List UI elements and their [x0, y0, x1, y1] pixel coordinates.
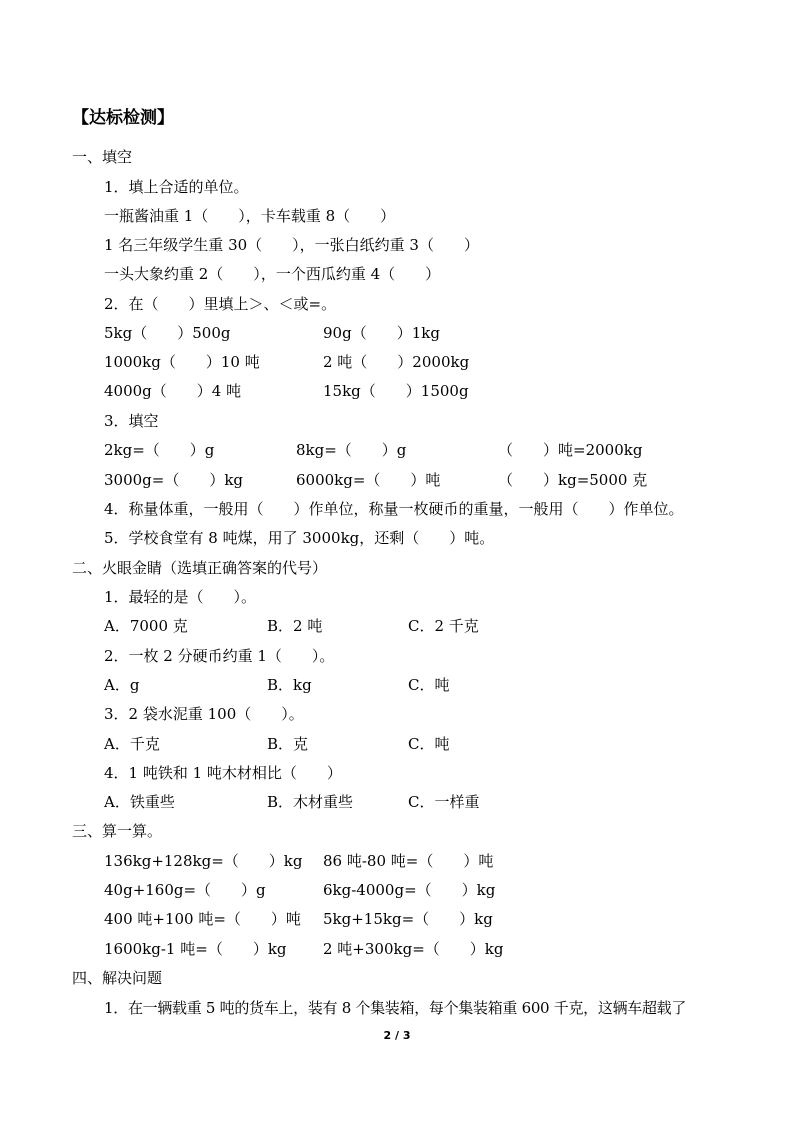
question-text: 一头大象约重 2（ ），一个西瓜约重 4（ ）	[104, 265, 441, 283]
conversion-item: （ ）吨=2000kg	[498, 441, 643, 459]
question-text: 一瓶酱油重 1（ ），卡车载重 8（ ）	[104, 207, 396, 225]
question-text: 1 名三年级学生重 30（ ），一张白纸约重 3（ ）	[104, 236, 479, 254]
conversion-item: （ ）kg=5000 克	[498, 471, 648, 489]
calc-item: 40g+160g=（ ）g	[104, 881, 266, 899]
section-heading: 一、填空	[72, 148, 133, 166]
choice-option: B．木材重些	[267, 793, 354, 811]
question-text: 4．1 吨铁和 1 吨木材相比（ ）	[104, 764, 342, 782]
conversion-item: 3000g=（ ）kg	[104, 471, 244, 489]
calc-item: 5kg+15kg=（ ）kg	[323, 910, 493, 928]
question-text: 4．称量体重，一般用（ ）作单位，称量一枚硬币的重量，一般用（ ）作单位。	[104, 500, 684, 518]
question-text: 3．2 袋水泥重 100（ ）。	[104, 705, 304, 723]
comparison-item: 1000kg（ ）10 吨	[104, 353, 260, 371]
choice-option: C．吨	[408, 735, 450, 753]
choice-option: C．吨	[408, 676, 450, 694]
question-text: 3．填空	[104, 412, 159, 430]
choice-option: B．克	[267, 735, 309, 753]
page-title: 【达标检测】	[72, 108, 174, 128]
calc-item: 400 吨+100 吨=（ ）吨	[104, 910, 301, 928]
question-text: 2．在（ ）里填上＞、＜或=。	[104, 295, 337, 313]
question-text: 5．学校食堂有 8 吨煤，用了 3000kg，还剩（ ）吨。	[104, 529, 495, 547]
question-text: 1．填上合适的单位。	[104, 178, 249, 196]
choice-option: B．2 吨	[267, 617, 323, 635]
page-number: 2 / 3	[383, 1029, 411, 1042]
question-text: 1．最轻的是（ ）。	[104, 588, 257, 606]
choice-option: C．2 千克	[408, 617, 479, 635]
question-text: 1．在一辆载重 5 吨的货车上，装有 8 个集装箱，每个集装箱重 600 千克，这辆车超载了	[104, 999, 687, 1017]
calc-item: 6kg-4000g=（ ）kg	[323, 881, 496, 899]
calc-item: 1600kg-1 吨=（ ）kg	[104, 940, 287, 958]
section-heading: 二、火眼金睛（选填正确答案的代号）	[72, 559, 328, 577]
conversion-item: 2kg=（ ）g	[104, 441, 215, 459]
choice-option: A．铁重些	[104, 793, 175, 811]
question-text: 2．一枚 2 分硬币约重 1（ ）。	[104, 647, 335, 665]
comparison-item: 5kg（ ）500g	[104, 324, 231, 342]
choice-option: C．一样重	[408, 793, 480, 811]
comparison-item: 90g（ ）1kg	[323, 324, 440, 342]
choice-option: A．g	[104, 676, 140, 694]
calc-item: 136kg+128kg=（ ）kg	[104, 852, 303, 870]
comparison-item: 2 吨（ ）2000kg	[323, 353, 470, 371]
choice-option: A．千克	[104, 735, 160, 753]
choice-option: B．kg	[267, 676, 312, 694]
calc-item: 86 吨-80 吨=（ ）吨	[323, 852, 494, 870]
section-heading: 四、解决问题	[72, 969, 163, 987]
section-heading: 三、算一算。	[72, 822, 163, 840]
comparison-item: 15kg（ ）1500g	[323, 382, 469, 400]
choice-option: A．7000 克	[104, 617, 188, 635]
conversion-item: 6000kg=（ ）吨	[296, 471, 441, 489]
comparison-item: 4000g（ ）4 吨	[104, 382, 242, 400]
calc-item: 2 吨+300kg=（ ）kg	[323, 940, 504, 958]
conversion-item: 8kg=（ ）g	[296, 441, 407, 459]
